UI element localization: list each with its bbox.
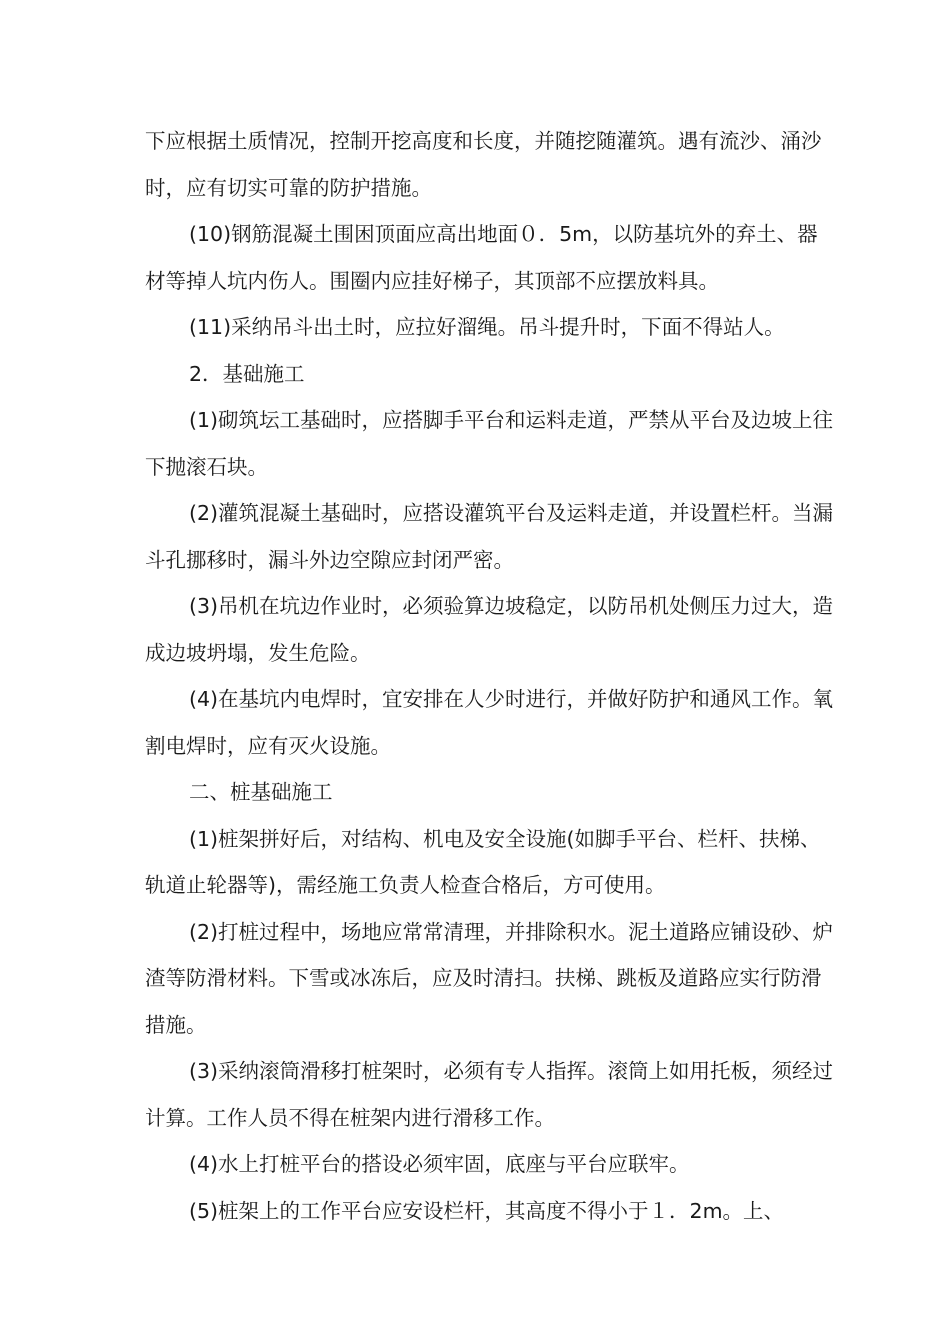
paragraph-foundation-2: (2)灌筑混凝土基础时，应搭设灌筑平台及运料走道，并设置栏杆。当漏斗孔挪移时，漏斗外边空隙应封闭严密。	[145, 501, 834, 572]
section-heading-pile-foundation: 二、桩基础施工	[189, 780, 333, 804]
document-body	[145, 118, 835, 1234]
paragraph-foundation-4: (4)在基坑内电焊时，宜安排在人少时进行，并做好防护和通风工作。氧割电焊时，应有灭火设施。	[145, 687, 834, 758]
paragraph-pile-3: (3)采纳滚筒滑移打桩架时，必须有专人指挥。滚筒上如用托板，须经过计算。工作人员不得在桩架内进行滑移工作。	[145, 1059, 834, 1130]
paragraph-pile-2: (2)打桩过程中，场地应常常清理，并排除积水。泥土道路应铺设砂、炉渣等防滑材料。下雪或冰冻后，应及时清扫。扶梯、跳板及道路应实行防滑措施。	[145, 919, 834, 1037]
paragraph-continued: 下应根据土质情况，控制开挖高度和长度，并随挖随灌筑。遇有流沙、涌沙时，应有切实可靠的防护措施。	[145, 129, 822, 200]
paragraph-item-11: (11)采纳吊斗出土时，应拉好溜绳。吊斗提升时，下面不得站人。	[189, 315, 785, 339]
paragraph-pile-5: (5)桩架上的工作平台应安设栏杆，其高度不得小于１．2m。上、	[189, 1198, 785, 1223]
section-heading-foundation: 2．基础施工	[189, 361, 305, 386]
paragraph-pile-1: (1)桩架拼好后，对结构、机电及安全设施(如脚手平台、栏杆、扶梯、轨道止轮器等)，需经施工负责人检查合格后，方可使用。	[145, 826, 821, 897]
paragraph-foundation-3: (3)吊机在坑边作业时，必须验算边坡稳定，以防吊机处侧压力过大，造成边坡坍塌，发生危险。	[145, 594, 834, 665]
paragraph-item-10: (10)钢筋混凝土围困顶面应高出地面０．5m，以防基坑外的弃土、器材等掉人坑内伤人。围圈内应挂好梯子，其顶部不应摆放料具。	[145, 222, 818, 293]
paragraph-foundation-1: (1)砌筑坛工基础时，应搭脚手平台和运料走道，严禁从平台及边坡上往下抛滚石块。	[145, 408, 834, 479]
paragraph-pile-4: (4)水上打桩平台的搭设必须牢固，底座与平台应联牢。	[189, 1152, 690, 1176]
